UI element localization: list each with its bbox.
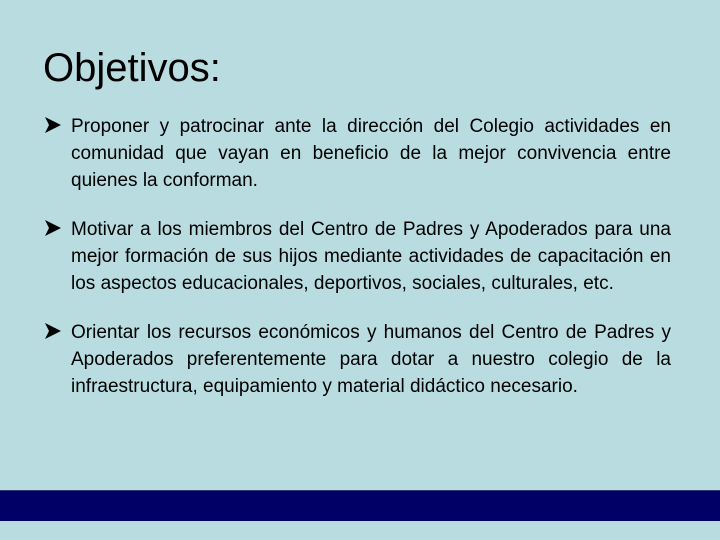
objective-item: [43, 113, 671, 194]
footer-bar: [0, 490, 720, 521]
objective-item: [43, 216, 671, 297]
objective-text: Motivar a los miembros del Centro de Padres y Apoderados para una mejor formación de sus hijos mediante actividades de capacitación en los aspectos educacionales, deportivos, sociales, culturales, etc.: [71, 219, 671, 294]
objective-item: [43, 319, 671, 400]
arrowhead-bullet-icon: [43, 218, 63, 238]
objective-text: Proponer y patrocinar ante la dirección del Colegio actividades en comunidad que vayan en beneficio de la mejor convivencia entre quienes la conforman.: [71, 116, 671, 191]
slide-title: Objetivos:: [43, 46, 221, 90]
arrowhead-bullet-icon: [43, 115, 63, 135]
objective-text: Orientar los recursos económicos y humanos del Centro de Padres y Apoderados preferentemente para dotar a nuestro colegio de la infraestructura, equipamiento y material didáctico necesario.: [71, 322, 671, 397]
arrowhead-bullet-icon: [43, 321, 63, 341]
objectives-list: [43, 113, 671, 422]
